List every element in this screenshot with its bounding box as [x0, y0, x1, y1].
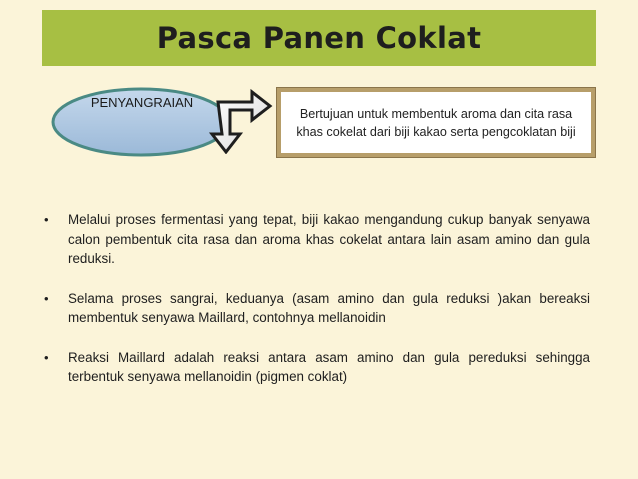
bullet-list [42, 210, 590, 407]
bullet-icon: • [44, 212, 49, 227]
bullet-text: Reaksi Maillard adalah reaksi antara asam amino dan gula pereduksi sehingga terbentuk senyawa mellanoidin (pigmen coklat) [68, 349, 590, 384]
bullet-icon: • [44, 290, 49, 306]
description-box [277, 88, 595, 157]
description-text: Bertujuan untuk membentuk aroma dan cita rasa khas cokelat dari biji kakao serta pengcoklatan biji [296, 106, 576, 139]
process-label: PENYANGRAIAN [90, 95, 194, 110]
bullet-item [42, 289, 590, 328]
bullet-text: Melalui proses fermentasi yang tepat, biji kakao mengandung cukup banyak senyawa calon pembentuk cita rasa dan aroma khas cokelat antara lain asam amino dan gula reduksi. [68, 212, 590, 266]
bullet-icon: • [44, 349, 49, 365]
bullet-item [42, 348, 590, 387]
bullet-text: Selama proses sangrai, keduanya (asam amino dan gula reduksi )akan bereaksi membentuk senyawa Maillard, contohnya mellanoidin [68, 290, 590, 325]
bullet-item [42, 210, 590, 269]
title-bar [42, 10, 596, 66]
slide-title: Pasca Panen Coklat [156, 21, 482, 55]
bent-arrow-icon [206, 88, 274, 159]
